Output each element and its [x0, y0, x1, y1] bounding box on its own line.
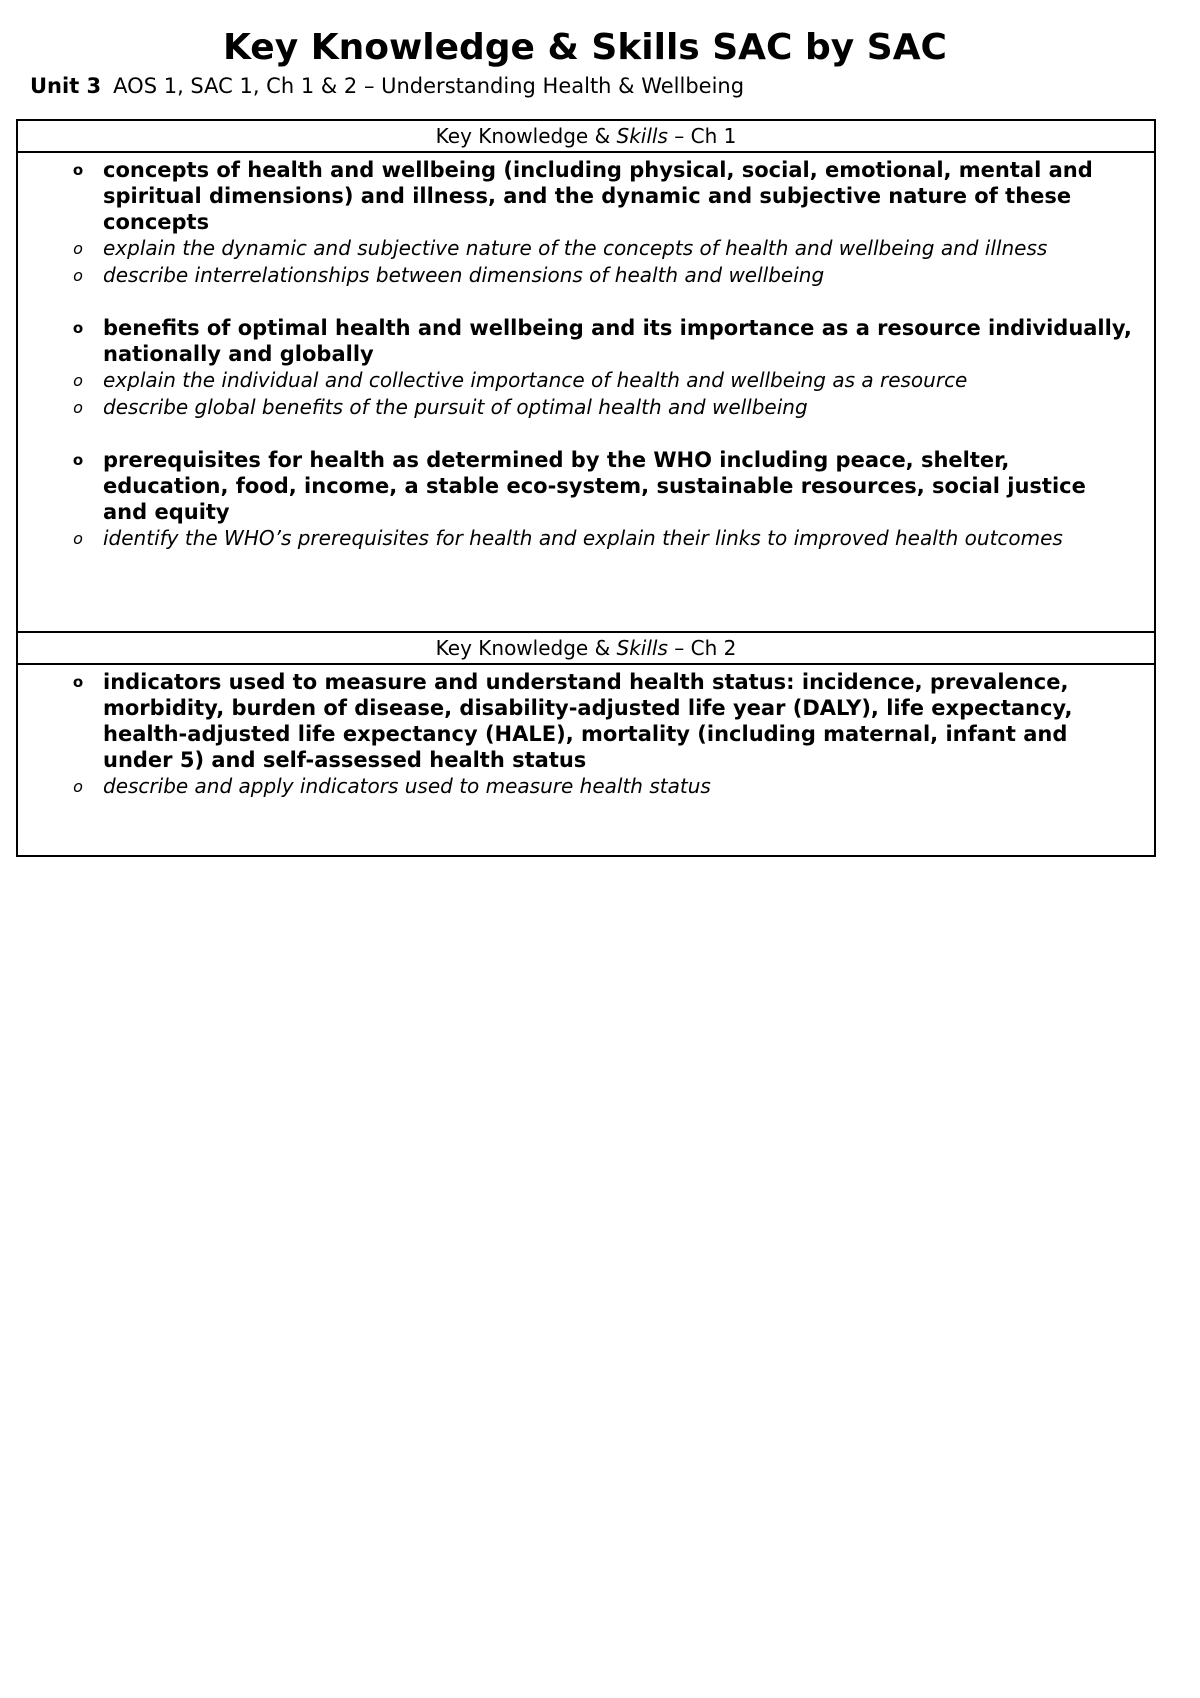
section-header-ch1: [17, 120, 1155, 152]
knowledge-item: [18, 669, 1134, 773]
subtitle-text: AOS 1, SAC 1, Ch 1 & 2 – Understanding Health & Wellbeing: [113, 74, 745, 98]
section-header-prefix: Key Knowledge &: [435, 636, 617, 660]
key-knowledge-table: [16, 119, 1156, 857]
bullet-icon: o: [72, 319, 84, 337]
item-list-ch1: [18, 153, 1154, 552]
skill-text: describe and apply indicators used to measure health status: [103, 774, 711, 798]
section-header-suffix: – Ch 1: [667, 124, 737, 148]
knowledge-text: indicators used to measure and understand health status: incidence, prevalence, morbidity, burden of disease, disability-adjusted life year (DALY), life expectancy, health-adjusted life expectancy (HALE), mortality (including maternal, infant and under 5) and self-assessed health status: [103, 670, 1073, 772]
skill-text: describe global benefits of the pursuit of optimal health and wellbeing: [103, 395, 808, 419]
bullet-icon: o: [73, 398, 83, 417]
bullet-icon: o: [73, 239, 83, 258]
section-header-skills: Skills: [616, 124, 668, 148]
skill-text: identify the WHO’s prerequisites for health and explain their links to improved health outcomes: [103, 526, 1063, 550]
document-subtitle: [30, 72, 744, 100]
section-header-skills: Skills: [616, 636, 668, 660]
bullet-icon: o: [72, 673, 84, 691]
skill-text: explain the individual and collective importance of health and wellbeing as a resource: [103, 368, 968, 392]
skill-text: describe interrelationships between dimensions of health and wellbeing: [103, 263, 825, 287]
document-title: Key Knowledge & Skills SAC by SAC: [223, 27, 947, 68]
knowledge-item: [18, 447, 1134, 525]
section-header-suffix: – Ch 2: [667, 636, 737, 660]
item-list-ch2: [18, 665, 1154, 800]
bullet-icon: o: [73, 266, 83, 285]
bullet-icon: o: [73, 529, 83, 548]
section-body-ch1: [17, 152, 1155, 632]
knowledge-item: [18, 157, 1134, 235]
section-header-ch2: [17, 632, 1155, 664]
skill-item: [18, 394, 1134, 421]
section-body-ch2: [17, 664, 1155, 856]
skill-text: explain the dynamic and subjective nature of the concepts of health and wellbeing and illness: [103, 236, 1048, 260]
section-header-prefix: Key Knowledge &: [435, 124, 617, 148]
skill-item: [18, 262, 1134, 289]
bullet-icon: o: [72, 451, 84, 469]
knowledge-text: prerequisites for health as determined by the WHO including peace, shelter, education, food, income, a stable eco-system, sustainable resources, social justice and equity: [103, 448, 1086, 524]
skill-item: [18, 235, 1134, 262]
bullet-icon: o: [72, 161, 84, 179]
bullet-icon: o: [73, 777, 83, 796]
skill-item: [18, 525, 1134, 552]
subtitle-unit: Unit 3: [30, 74, 102, 98]
knowledge-item: [18, 315, 1134, 367]
skill-item: [18, 773, 1134, 800]
skill-item: [18, 367, 1134, 394]
bullet-icon: o: [73, 371, 83, 390]
knowledge-text: concepts of health and wellbeing (including physical, social, emotional, mental and spiritual dimensions) and illness, and the dynamic and subjective nature of these concepts: [103, 158, 1093, 234]
knowledge-text: benefits of optimal health and wellbeing and its importance as a resource individually, nationally and globally: [103, 316, 1132, 366]
